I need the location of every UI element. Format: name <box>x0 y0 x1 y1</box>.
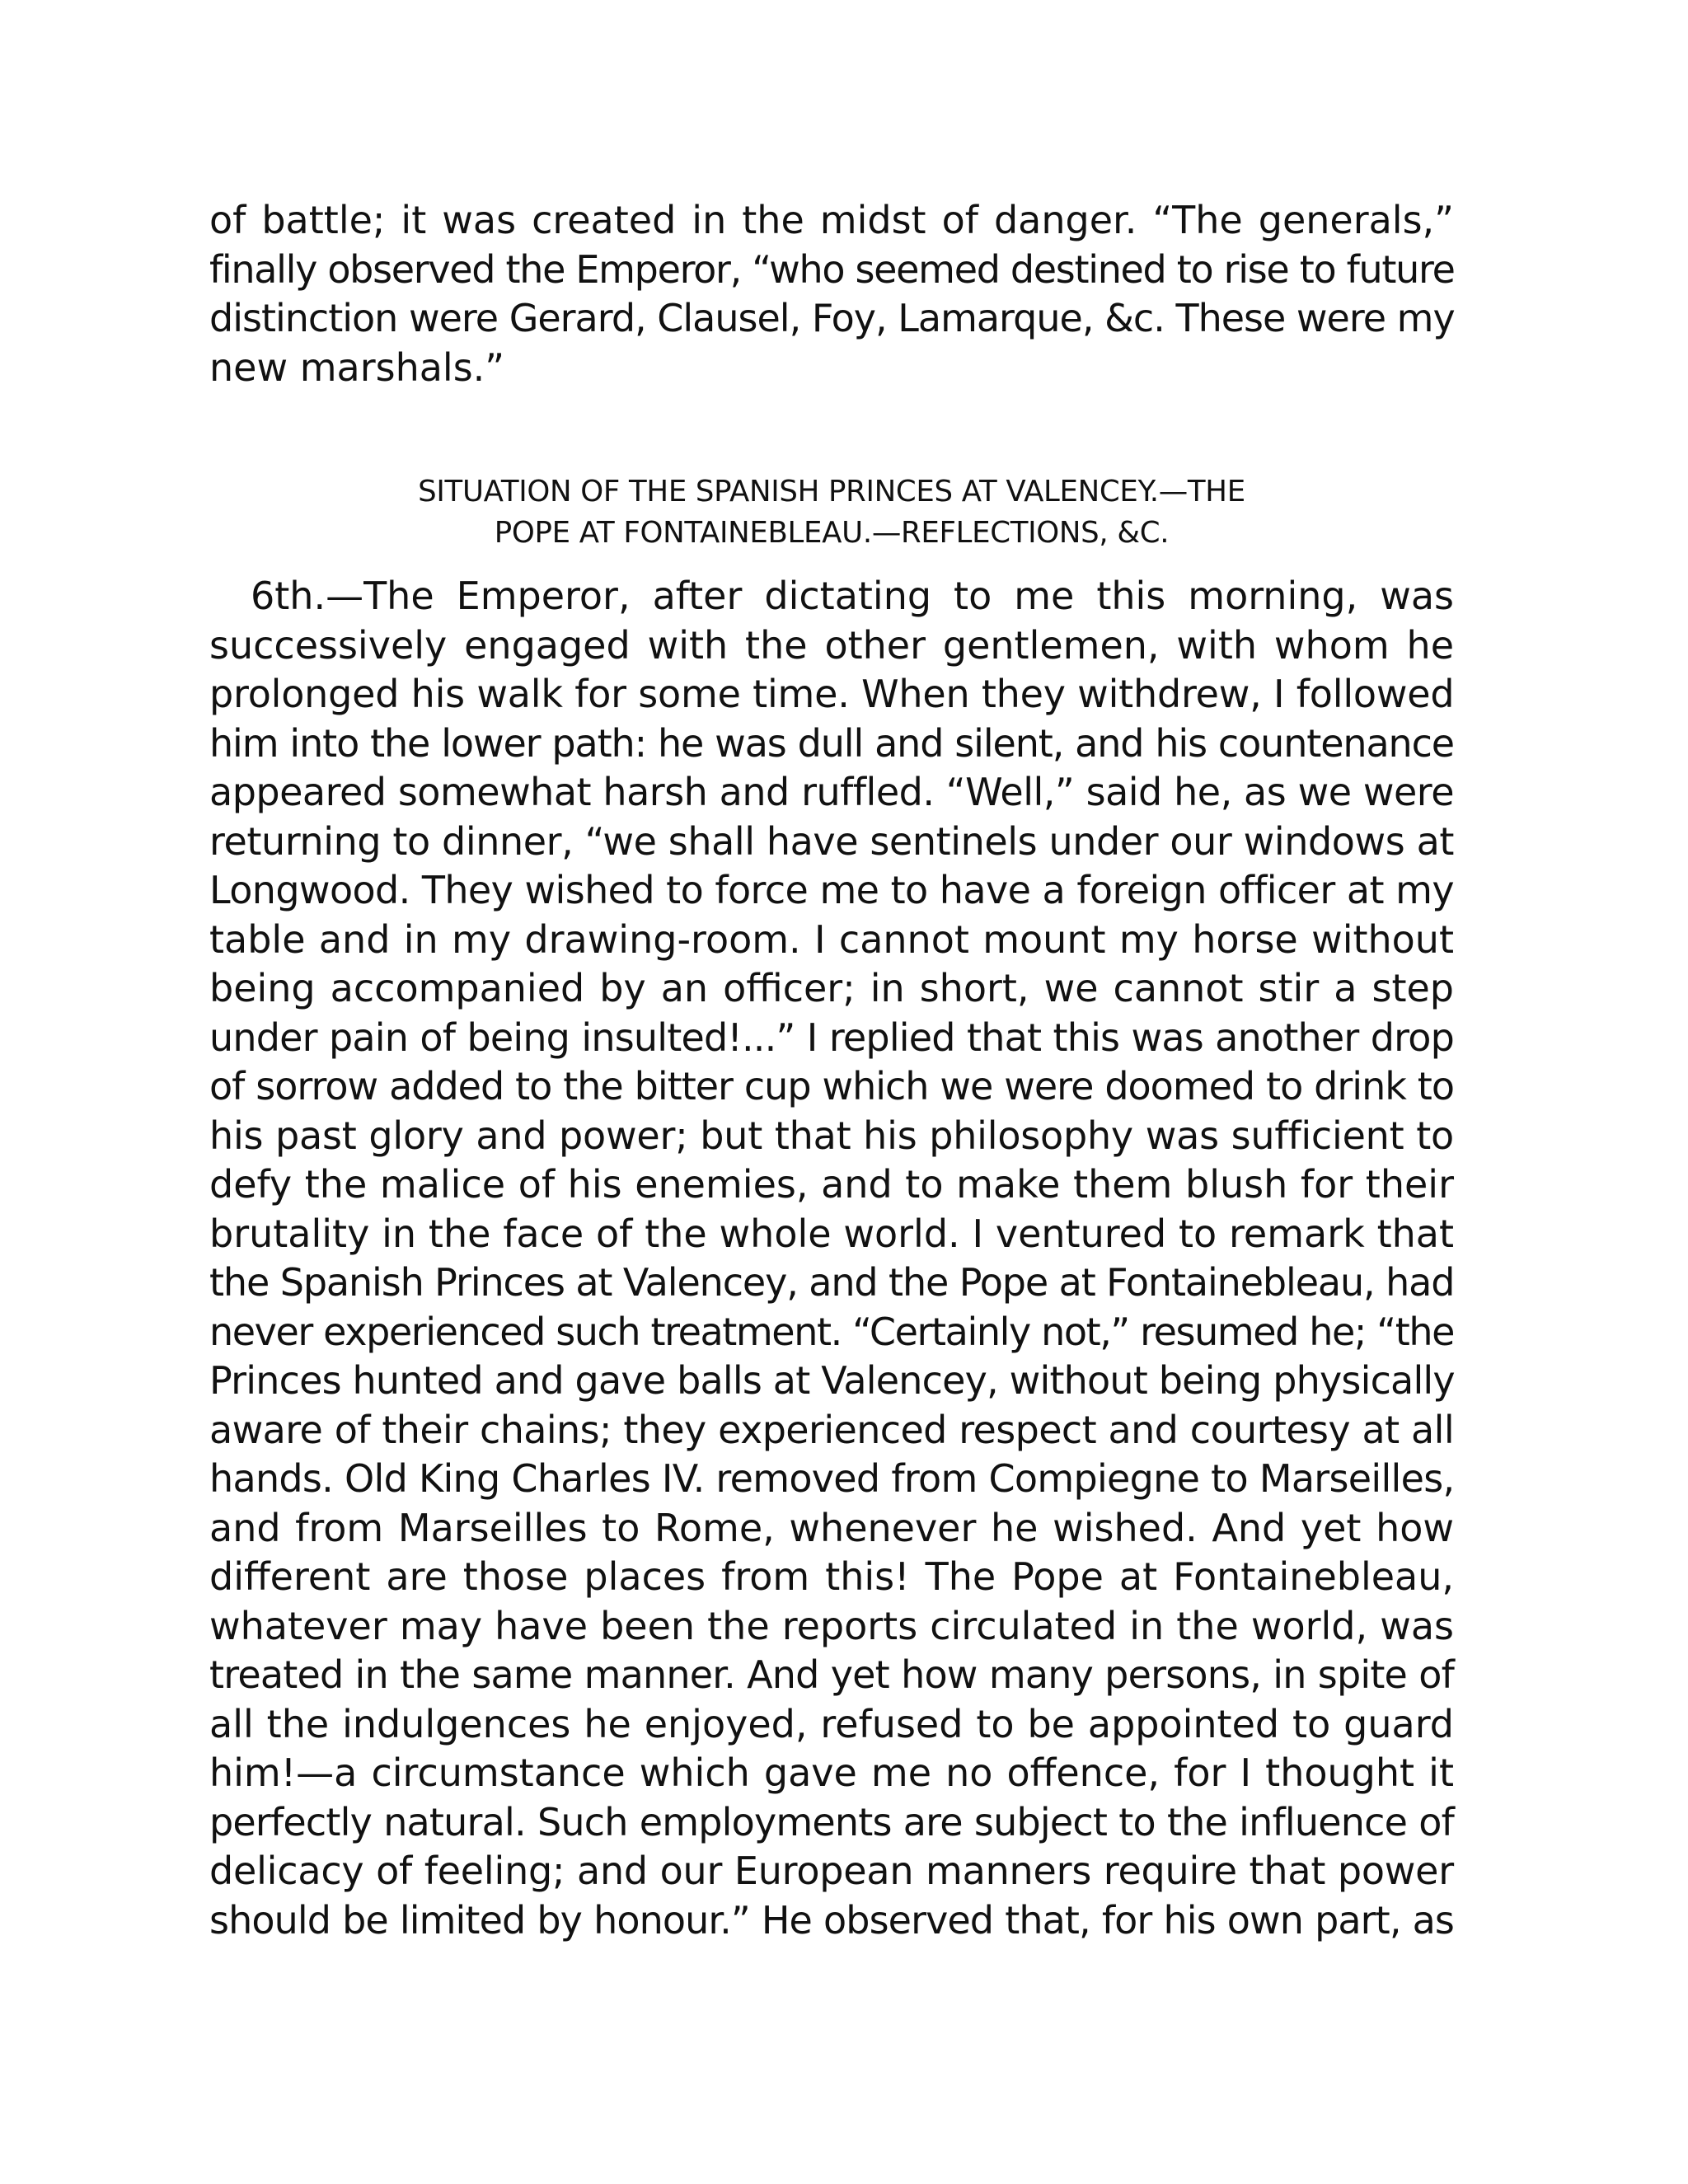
text-line: him into the lower path: he was dull and silent, and his countenance <box>209 720 1454 766</box>
paragraph-body <box>209 572 1454 1945</box>
text-line: aware of their chains; they experienced respect and courtesy at all <box>209 1407 1454 1452</box>
text-line: finally observed the Emperor, “who seemed destined to rise to future <box>209 246 1455 292</box>
text-line: brutality in the face of the whole world. I ventured to remark that <box>209 1211 1454 1256</box>
text-line: appeared somewhat harsh and ruffled. “Well,” said he, as we were <box>209 770 1454 814</box>
section-heading <box>209 471 1454 554</box>
text-line: 6th.—The Emperor, after dictating to me this morning, was <box>251 574 1454 618</box>
book-page <box>209 196 1454 1945</box>
text-line: prolonged his walk for some time. When they withdrew, I followed <box>209 672 1455 716</box>
heading-line: POPE AT FONTAINEBLEAU.—REFLECTIONS, &C. <box>494 516 1170 550</box>
text-line: treated in the same manner. And yet how many persons, in spite of <box>209 1652 1454 1697</box>
text-line: whatever may have been the reports circulated in the world, was <box>209 1603 1454 1648</box>
paragraph-continuation <box>209 196 1454 392</box>
text-line: should be limited by honour.” He observed that, for his own part, as <box>209 1897 1454 1943</box>
text-line: hands. Old King Charles IV. removed from Compiegne to Marseilles, <box>209 1456 1455 1501</box>
text-line: under pain of being insulted!...” I replied that this was another drop <box>209 1015 1454 1060</box>
text-line: of sorrow added to the bitter cup which we were doomed to drink to <box>209 1064 1454 1108</box>
text-line: different are those places from this! The Pope at Fontainebleau, <box>209 1554 1454 1599</box>
text-line: being accompanied by an officer; in short, we cannot stir a step <box>209 966 1454 1010</box>
text-line: defy the malice of his enemies, and to make them blush for their <box>209 1162 1454 1207</box>
text-line: him!—a circumstance which gave me no offence, for I thought it <box>209 1750 1454 1795</box>
text-line: all the indulgences he enjoyed, refused to be appointed to guard <box>209 1701 1454 1746</box>
text-line: of battle; it was created in the midst of danger. “The generals,” <box>209 198 1454 242</box>
text-line: delicacy of feeling; and our European manners require that power <box>209 1849 1454 1893</box>
text-line: distinction were Gerard, Clausel, Foy, Lamarque, &c. These were my <box>209 296 1455 340</box>
text-line: his past glory and power; but that his philosophy was sufficient to <box>209 1113 1454 1158</box>
text-line: perfectly natural. Such employments are subject to the influence of <box>209 1799 1454 1844</box>
text-line: the Spanish Princes at Valencey, and the Pope at Fontainebleau, had <box>209 1260 1455 1305</box>
text-line: new marshals.” <box>209 344 505 390</box>
text-line: and from Marseilles to Rome, whenever he wished. And yet how <box>209 1505 1454 1550</box>
text-line: never experienced such treatment. “Certainly not,” resumed he; “the <box>209 1309 1454 1354</box>
text-line: returning to dinner, “we shall have sentinels under our windows at <box>209 818 1454 864</box>
text-line: successively engaged with the other gentlemen, with whom he <box>209 622 1454 668</box>
text-line: Princes hunted and gave balls at Valencey, without being physically <box>209 1358 1455 1403</box>
heading-line: SITUATION OF THE SPANISH PRINCES AT VALENCEY.—THE <box>418 475 1245 509</box>
text-line: table and in my drawing-room. I cannot mount my horse without <box>209 916 1454 962</box>
text-line: Longwood. They wished to force me to have a foreign officer at my <box>209 868 1454 912</box>
